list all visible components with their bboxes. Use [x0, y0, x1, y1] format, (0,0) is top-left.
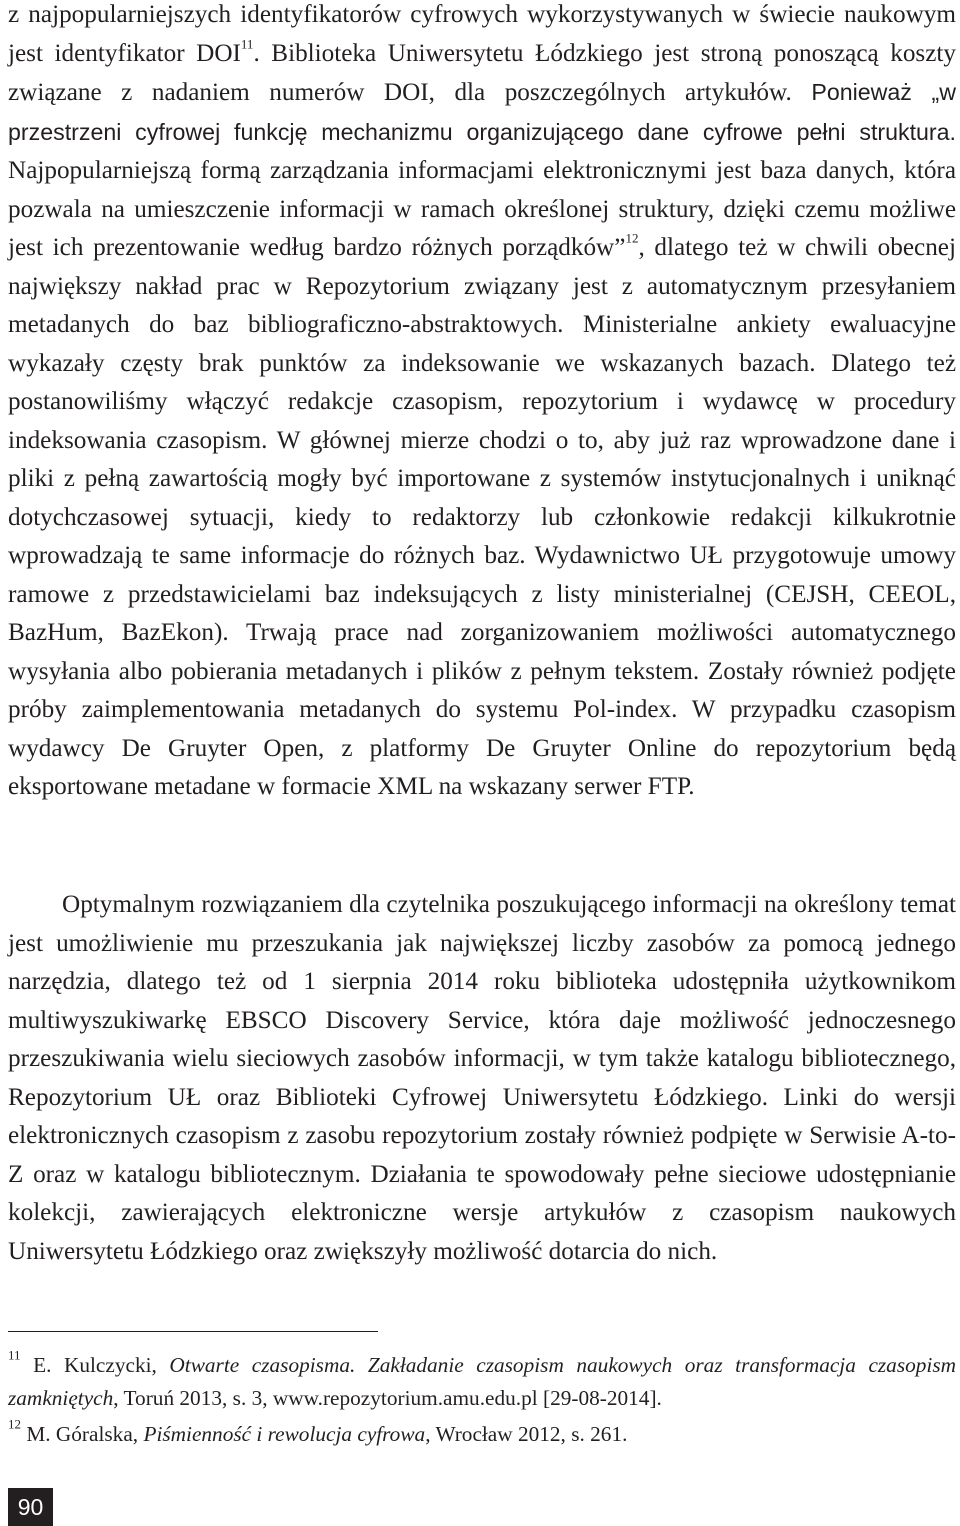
page-number: 90 [17, 1494, 44, 1520]
paragraph-text: . Biblioteka Uniwersytetu Łódzkiego jest stroną ponoszącą koszty związane z nadaniem numerów DOI, dla poszczególnych artykułów. [8, 39, 956, 106]
footnote-details: , Toruń 2013, s. 3, www.repozytorium.amu.edu.pl [29-08-2014]. [113, 1386, 662, 1410]
paragraph-text: z najpopularniejszych identyfikatorów cyfrowych wykorzystywanych w świecie naukowym jest identyfikator DOI [8, 1, 956, 67]
body-paragraph [8, 0, 956, 807]
footnotes-section [8, 1349, 956, 1454]
footnote-title: Otwarte czasopisma. Zakładanie czasopism naukowych oraz transformacja czasopism zamkniętych [8, 1353, 956, 1410]
paragraph-text: Najpopularniejszą formą zarządzania informacjami elektronicznymi jest baza danych, która pozwala na umieszczenie informacji w ramach określonej struktury, dzięki czemu możliwe jest ich prezentowanie według bardzo różnych porządków” [8, 157, 956, 261]
footnote-author: E. Kulczycki, [20, 1353, 170, 1377]
footnote-author: M. Góralska, [21, 1422, 144, 1446]
footnote [8, 1418, 956, 1451]
footnote-ref[interactable]: 12 [625, 230, 639, 246]
paragraph-text: , dlatego też w chwili obecnej największy nakład prac w Repozytorium związany jest z automatycznym przesyłaniem metadanych do baz bibliograficzno-abstraktowych. Ministerialne ankiety ewaluacyjne wykazały częsty brak punktów za indeksowanie we wskazanych bazach. Dlatego też postanowiliśmy włączyć redakcje czasopism, repozytorium i wydawcę w procedury indeksowania czasopism. W głównej mierze chodzi o to, aby już raz wprowadzone dane i pliki z pełną zawartością mogły być importowane z systemów instytucjonalnych i uniknąć dotychczasowej sytuacji, kiedy to redaktorzy lub członkowie redakcji kilkukrotnie wprowadzają te same informacje do różnych baz. Wydawnictwo UŁ przygotowuje umowy ramowe z przedstawicielami baz indeksujących z listy ministerialnej (CEJSH, CEEOL, BazHum, BazEkon). Trwają prace nad zorganizowaniem możliwości automatycznego wysyłania albo pobierania metadanych i plików z pełnym tekstem. Zostały również podjęte próby zaimplementowania metadanych do systemu Pol-index. W przypadku czasopism wydawcy De Gruyter Open, z platformy De Gruyter Online do repozytorium będą eksportowane metadane w formacie XML na wskazany serwer FTP. [8, 234, 956, 800]
body-paragraph: Optymalnym rozwiązaniem dla czytelnika poszukującego informacji na określony temat jest umożliwienie mu przeszukania jak największej liczby zasobów za pomocą jednego narzędzia, dlatego też od 1 sierpnia 2014 roku biblioteka udostępniła użytkownikom multiwyszukiwarkę EBSCO Discovery Service, która daje możliwość jednoczesnego przeszukiwania wielu sieciowych zasobów informacji, w tym także katalogu bibliotecznego, Repozytorium UŁ oraz Biblioteki Cyfrowej Uniwersytetu Łódzkiego. Linki do wersji elektronicznych czasopism z zasobu repozytorium zostały również podpięte w Serwisie A-to-Z oraz w katalogu bibliotecznym. Działania te spowodowały pełne sieciowe udostępnianie kolekcji, zawierających elektroniczne wersje artykułów z czasopism naukowych Uniwersytetu Łódzkiego oraz zwiększyły możliwość dotarcia do nich. [8, 891, 956, 1265]
page-number-badge [8, 1488, 53, 1526]
footnote-separator [8, 1331, 378, 1332]
footnote-number: 11 [8, 1347, 21, 1363]
footnote [8, 1349, 956, 1415]
footnote-details: , Wrocław 2012, s. 261. [425, 1422, 628, 1446]
footnote-number: 12 [8, 1416, 21, 1432]
footnote-title: Piśmienność i rewolucja cyfrowa [143, 1422, 426, 1446]
quoted-text: Ponieważ „w przestrzeni cyfrowej funkcję mechanizmu organizującego dane cyfrowe pełni struktura. [8, 79, 957, 145]
footnote-ref[interactable]: 11 [240, 36, 254, 52]
